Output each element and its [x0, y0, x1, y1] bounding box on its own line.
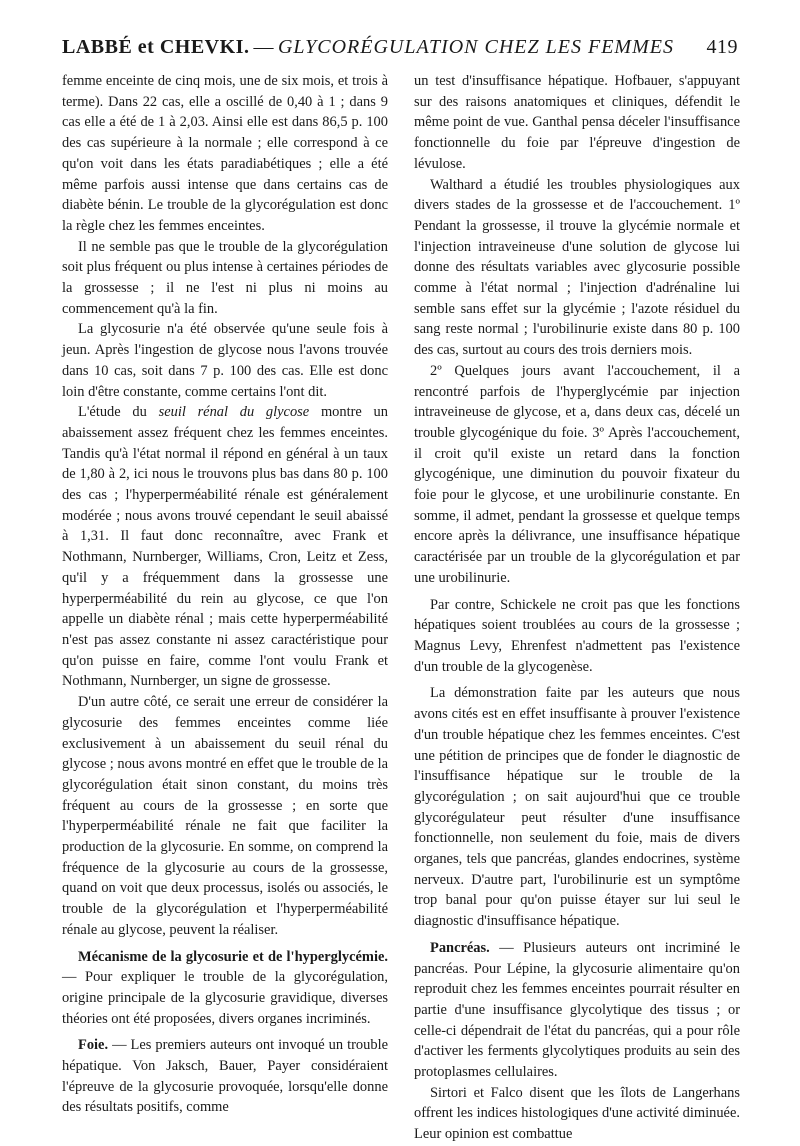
paragraph-text: montre un abaissement assez fréquent chez les femmes enceintes. Tandis qu'à l'état normal il répond en général à un taux de 1,80 à 2, ici nous le trouvons plus bas dans 80 p. 100 des cas ; l'hyperperméabilité rénale est généralement modérée ; nous avons trouvé cependant le seuil abaissé à 1,31. Il faut donc reconnaître, avec Frank et Nothmann, Nurnberger, Williams, Cron, Leitz et Zess, qu'il y a fréquemment dans la grossesse une hyperperméabilité du rein au glycose, ce que l'on appelle un diabète rénal ; mais cette hyperperméabilité n'est pas assez constante ni assez caractéristique pour qu'on puisse en faire, comme l'ont voulu Frank et Nothmann, Nurnberger, un signe de grossesse.: [62, 404, 388, 690]
page-number: 419: [706, 36, 738, 58]
paragraph: Par contre, Schickele ne croit pas que les fonctions hépatiques soient troublées au cours de la grossesse ; Magnus Levy, Ehrenfest n'admettent pas l'existence d'un trouble de la glycogenèse.: [414, 596, 740, 675]
section-title: Foie.: [78, 1037, 109, 1054]
header-title: GLYCORÉGULATION CHEZ LES FEMMES: [277, 36, 674, 58]
paragraph: femme enceinte de cinq mois, une de six mois, et trois à terme). Dans 22 cas, elle a oscillé de 0,40 à 1 ; dans 9 cas elle a été de 1 à 2,03. Ainsi elle est dans 86,5 p. 100 des cas supérieure à la normale ; elle correspond à ce qu'on voit dans les états paradiabétiques ; elle a été même parfois aussi intense que dans certains cas de diabète bénin. Le trouble de la glycorégulation est donc la règle chez les femmes enceintes.: [62, 73, 388, 234]
paragraph: Il ne semble pas que le trouble de la glycorégulation soit plus fréquent ou plus intense à certaines périodes de la grossesse ; il ne l'est ni plus ni moins au commencement qu'à la fin.: [62, 238, 388, 317]
section-title: Pancréas.: [430, 939, 490, 956]
right-column: [414, 71, 740, 1145]
paragraph-text: — Les premiers auteurs ont invoqué un trouble hépatique. Von Jaksch, Bauer, Payer considéraient l'épreuve de la glycosurie provoquée, lorsqu'elle donne des résultats positifs, comme: [62, 1037, 388, 1116]
paragraph: [62, 1035, 388, 1118]
italic-term: seuil rénal du glycose: [158, 404, 310, 421]
paragraph: [62, 947, 388, 1030]
paragraph-text: L'étude du: [78, 404, 159, 421]
running-header: [62, 36, 738, 66]
paragraph: 2º Quelques jours avant l'accouchement, il a rencontré parfois de l'hyperglycémie par injection intraveineuse de glycose, et a, dans deux cas, décelé un trouble glycogénique du foie. 3º Après l'accouchement, il croit qu'il existe un retard dans la fonction glycogénique, une diminution du pouvoir fixateur du foie pour le glycose, et une urobilinurie constante. En somme, il admet, pendant la grossesse et quelque temps encore après la délivrance, une insuffisance hépatique caractérisée par un trouble de la glycorégulation et par une urobilinurie.: [414, 362, 740, 586]
paragraph: un test d'insuffisance hépatique. Hofbauer, s'appuyant sur des raisons anatomiques et cliniques, défendit le même point de vue. Ganthal pensa déceler l'insuffisance fonctionnelle du foie par l'épreuve d'ingestion de lévulose.: [414, 73, 740, 172]
paragraph: D'un autre côté, ce serait une erreur de considérer la glycosurie des femmes enceintes comme liée exclusivement à un abaissement du seuil rénal du glycose ; nous avons montré en effet que le trouble de la glycorégulation était sinon constant, du moins très fréquent au cours de la grossesse ; en sorte que l'hyperperméabilité rénale ne fait que faciliter la production de la glycosurie. En somme, on comprend la fréquence de la glycosurie au cours de la grossesse, quand on voit que deux processus, isolés ou associés, le trouble de la glycorégulation et l'hyperperméabilité rénale au glycose, peuvent la réaliser.: [62, 694, 388, 938]
section-title: Mécanisme de la glycosurie et de l'hyperglycémie.: [78, 948, 388, 965]
paragraph: Sirtori et Falco disent que les îlots de Langerhans offrent les indices histologiques d'une activité diminuée. Leur opinion est combattue: [414, 1084, 740, 1143]
paragraph: [414, 938, 740, 1083]
left-column: [62, 71, 388, 1118]
header-dash: —: [253, 36, 274, 58]
paragraph: [62, 402, 388, 692]
paragraph: La glycosurie n'a été observée qu'une seule fois à jeun. Après l'ingestion de glycose nous l'avons trouvée dans 10 cas, soit dans 7 p. 100 des cas. Elle est donc loin d'être constante, comme certains l'ont dit.: [62, 321, 388, 400]
header-authors: LABBÉ et CHEVKI.: [62, 36, 250, 58]
paragraph: La démonstration faite par les auteurs que nous avons cités est en effet insuffisante à prouver l'existence d'un trouble hépatique chez les femmes enceintes. C'est une pétition de principes que de fonder le diagnostic de l'insuffisance hépatique sur le trouble de la glycorégulation ; on sait aujourd'hui que ce trouble glycorégulateur peut résulter d'une insuffisance fonctionnelle, non seulement du foie, mais de divers organes, tels que pancréas, glandes endocrines, système nerveux. D'autre part, l'urobilinurie est un symptôme trop banal pour qu'on puisse étayer sur lui seul le diagnostic d'insuffisance hépatique.: [414, 685, 740, 930]
paragraph: Walthard a étudié les troubles physiologiques aux divers stades de la grossesse et de l'accouchement. 1º Pendant la grossesse, il trouve la glycémie normale et l'injection intraveineuse d'une solution de glycose lui donne des résultats variables avec glycosurie possible comme à l'état normal ; l'injection d'adrénaline lui semble sans effet sur la glycémie ; l'azote résiduel du sang reste normal ; l'urobilinurie existe dans 80 p. 100 des cas, surtout au cours des trois derniers mois.: [414, 176, 740, 359]
paragraph-text: — Pour expliquer le trouble de la glycorégulation, origine principale de la glycosurie gravidique, diverses théories ont été proposées, divers organes incriminés.: [62, 969, 388, 1027]
paragraph-text: — Plusieurs auteurs ont incriminé le pancréas. Pour Lépine, la glycosurie alimentaire qu'on reproduit chez les femmes enceintes pourrait résulter en partie d'une insuffisance glycolytique des tissus ; or celle-ci dépendrait de l'état du pancréas, qui a pour rôle d'activer les ferments glycolytiques produits au sein des protoplasmes cellulaires.: [414, 939, 740, 1081]
